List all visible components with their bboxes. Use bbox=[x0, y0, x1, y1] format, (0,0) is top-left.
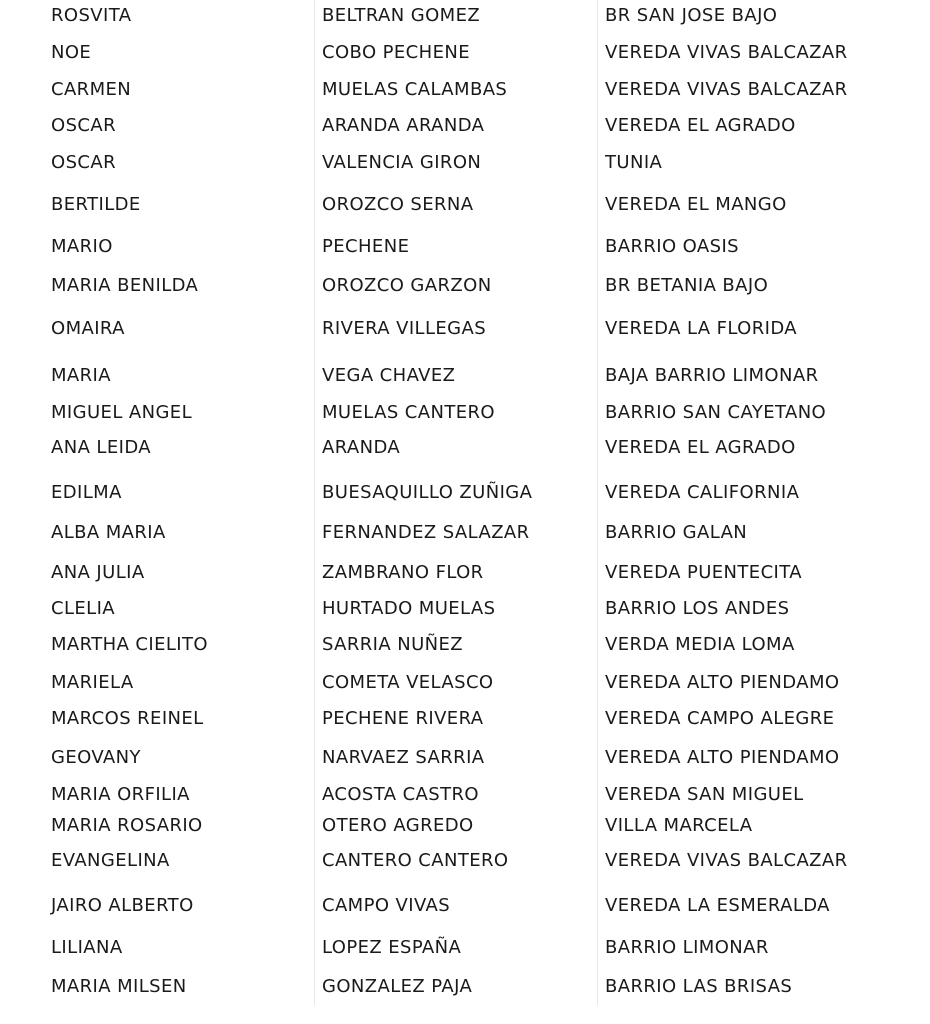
last-name-cell: BELTRAN GOMEZ bbox=[322, 5, 481, 26]
location-cell: BR SAN JOSE BAJO bbox=[605, 5, 778, 26]
table-row bbox=[0, 40, 930, 66]
last-name-cell: OTERO AGREDO bbox=[322, 815, 474, 836]
table-row bbox=[0, 150, 930, 176]
table-row bbox=[0, 670, 930, 696]
table-row bbox=[0, 745, 930, 771]
location-cell: VEREDA EL AGRADO bbox=[605, 437, 796, 458]
first-name-cell: MARIA MILSEN bbox=[51, 976, 187, 997]
first-name-cell: ALBA MARIA bbox=[51, 522, 166, 543]
location-cell: VEREDA CALIFORNIA bbox=[605, 482, 800, 503]
location-cell: VEREDA LA ESMERALDA bbox=[605, 895, 830, 916]
first-name-cell: MIGUEL ANGEL bbox=[51, 402, 193, 423]
table-row bbox=[0, 234, 930, 260]
first-name-cell: OMAIRA bbox=[51, 318, 125, 339]
location-cell: BARRIO LOS ANDES bbox=[605, 598, 790, 619]
first-name-cell: MARCOS REINEL bbox=[51, 708, 204, 729]
table-row bbox=[0, 782, 930, 808]
last-name-cell: ARANDA ARANDA bbox=[322, 115, 485, 136]
first-name-cell: EVANGELINA bbox=[51, 850, 170, 871]
first-name-cell: MARIA ORFILIA bbox=[51, 784, 190, 805]
last-name-cell: NARVAEZ SARRIA bbox=[322, 747, 485, 768]
last-name-cell: ACOSTA CASTRO bbox=[322, 784, 479, 805]
location-cell: BARRIO SAN CAYETANO bbox=[605, 402, 827, 423]
last-name-cell: BUESAQUILLO ZUÑIGA bbox=[322, 482, 533, 503]
location-cell: VEREDA VIVAS BALCAZAR bbox=[605, 850, 848, 871]
table-row bbox=[0, 400, 930, 426]
first-name-cell: BERTILDE bbox=[51, 194, 141, 215]
last-name-cell: VALENCIA GIRON bbox=[322, 152, 482, 173]
location-cell: BR BETANIA BAJO bbox=[605, 275, 769, 296]
location-cell: VEREDA SAN MIGUEL bbox=[605, 784, 804, 805]
last-name-cell: FERNANDEZ SALAZAR bbox=[322, 522, 530, 543]
first-name-cell: MARTHA CIELITO bbox=[51, 634, 208, 655]
last-name-cell: CANTERO CANTERO bbox=[322, 850, 509, 871]
table-row bbox=[0, 706, 930, 732]
location-cell: VEREDA VIVAS BALCAZAR bbox=[605, 42, 848, 63]
location-cell: VERDA MEDIA LOMA bbox=[605, 634, 795, 655]
location-cell: BAJA BARRIO LIMONAR bbox=[605, 365, 819, 386]
first-name-cell: OSCAR bbox=[51, 115, 116, 136]
location-cell: VEREDA EL MANGO bbox=[605, 194, 787, 215]
location-cell: VEREDA ALTO PIENDAMO bbox=[605, 672, 840, 693]
first-name-cell: MARIELA bbox=[51, 672, 134, 693]
first-name-cell: LILIANA bbox=[51, 937, 123, 958]
location-cell: TUNIA bbox=[605, 152, 663, 173]
location-cell: VEREDA EL AGRADO bbox=[605, 115, 796, 136]
table-row bbox=[0, 480, 930, 506]
last-name-cell: MUELAS CALAMBAS bbox=[322, 79, 508, 100]
location-cell: BARRIO LIMONAR bbox=[605, 937, 769, 958]
first-name-cell: GEOVANY bbox=[51, 747, 141, 768]
table-row bbox=[0, 192, 930, 218]
last-name-cell: COBO PECHENE bbox=[322, 42, 471, 63]
first-name-cell: MARIA bbox=[51, 365, 111, 386]
table-row bbox=[0, 3, 930, 29]
location-cell: BARRIO OASIS bbox=[605, 236, 739, 257]
last-name-cell: OROZCO SERNA bbox=[322, 194, 474, 215]
table-row bbox=[0, 974, 930, 1000]
table-row bbox=[0, 77, 930, 103]
last-name-cell: OROZCO GARZON bbox=[322, 275, 492, 296]
last-name-cell: HURTADO MUELAS bbox=[322, 598, 496, 619]
table-row bbox=[0, 935, 930, 961]
table-row bbox=[0, 560, 930, 586]
location-cell: VEREDA CAMPO ALEGRE bbox=[605, 708, 835, 729]
table-row bbox=[0, 848, 930, 874]
last-name-cell: PECHENE RIVERA bbox=[322, 708, 484, 729]
last-name-cell: VEGA CHAVEZ bbox=[322, 365, 456, 386]
table-row bbox=[0, 596, 930, 622]
first-name-cell: MARIO bbox=[51, 236, 113, 257]
table-row bbox=[0, 632, 930, 658]
last-name-cell: ZAMBRANO FLOR bbox=[322, 562, 484, 583]
table-row bbox=[0, 273, 930, 299]
location-cell: VEREDA LA FLORIDA bbox=[605, 318, 798, 339]
last-name-cell: GONZALEZ PAJA bbox=[322, 976, 473, 997]
location-cell: VILLA MARCELA bbox=[605, 815, 753, 836]
table-row bbox=[0, 113, 930, 139]
first-name-cell: JAIRO ALBERTO bbox=[51, 895, 194, 916]
last-name-cell: ARANDA bbox=[322, 437, 401, 458]
table-row bbox=[0, 316, 930, 342]
location-cell: VEREDA PUENTECITA bbox=[605, 562, 802, 583]
first-name-cell: CLELIA bbox=[51, 598, 116, 619]
first-name-cell: CARMEN bbox=[51, 79, 132, 100]
location-cell: VEREDA VIVAS BALCAZAR bbox=[605, 79, 848, 100]
first-name-cell: ANA JULIA bbox=[51, 562, 145, 583]
table-row bbox=[0, 893, 930, 919]
first-name-cell: ROSVITA bbox=[51, 5, 132, 26]
table-row bbox=[0, 520, 930, 546]
last-name-cell: RIVERA VILLEGAS bbox=[322, 318, 487, 339]
last-name-cell: CAMPO VIVAS bbox=[322, 895, 451, 916]
first-name-cell: MARIA ROSARIO bbox=[51, 815, 203, 836]
first-name-cell: ANA LEIDA bbox=[51, 437, 151, 458]
last-name-cell: COMETA VELASCO bbox=[322, 672, 494, 693]
last-name-cell: SARRIA NUÑEZ bbox=[322, 634, 464, 655]
location-cell: BARRIO GALAN bbox=[605, 522, 748, 543]
first-name-cell: NOE bbox=[51, 42, 92, 63]
location-cell: VEREDA ALTO PIENDAMO bbox=[605, 747, 840, 768]
table-row bbox=[0, 363, 930, 389]
table-row bbox=[0, 813, 930, 839]
first-name-cell: EDILMA bbox=[51, 482, 122, 503]
last-name-cell: MUELAS CANTERO bbox=[322, 402, 495, 423]
last-name-cell: LOPEZ ESPAÑA bbox=[322, 937, 462, 958]
first-name-cell: OSCAR bbox=[51, 152, 116, 173]
first-name-cell: MARIA BENILDA bbox=[51, 275, 199, 296]
last-name-cell: PECHENE bbox=[322, 236, 410, 257]
table-row bbox=[0, 435, 930, 461]
location-cell: BARRIO LAS BRISAS bbox=[605, 976, 793, 997]
